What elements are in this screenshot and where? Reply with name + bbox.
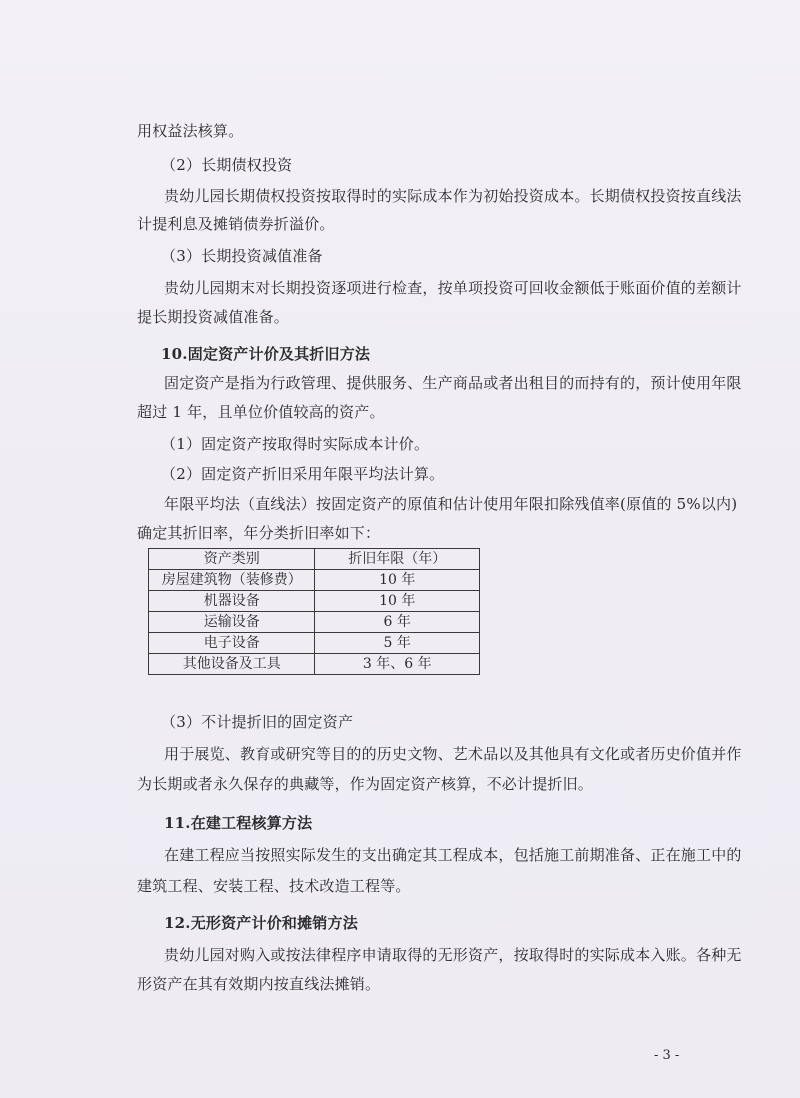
- table-cell: 10 年: [315, 591, 480, 612]
- paragraph-text: 贵幼儿园对购入或按法律程序申请取得的无形资产，按取得时的实际成本入账。各种无: [164, 946, 742, 964]
- paragraph-text: 年限平均法（直线法）按固定资产的原值和估计使用年限扣除残值率(原值的 5%以内): [164, 495, 738, 513]
- paragraph-text: 贵幼儿园期末对长期投资逐项进行检查，按单项投资可回收金额低于账面价值的差额计: [164, 279, 742, 297]
- table-row: [149, 654, 480, 675]
- section-heading: 10.固定资产计价及其折旧方法: [161, 345, 371, 363]
- section-heading: 12.无形资产计价和摊销方法: [164, 914, 358, 932]
- table-cell: 电子设备: [149, 633, 315, 654]
- table-cell: 机器设备: [149, 591, 315, 612]
- subsection-heading: （3）不计提折旧的固定资产: [161, 713, 354, 731]
- table-header-cell: 折旧年限（年）: [315, 549, 480, 570]
- paragraph-text: 贵幼儿园长期债权投资按取得时的实际成本作为初始投资成本。长期债权投资按直线法: [164, 187, 742, 205]
- subsection-heading: （2）长期债权投资: [161, 156, 293, 174]
- paragraph-text: （2）固定资产折旧采用年限平均法计算。: [161, 465, 445, 483]
- paragraph-text: 提长期投资减值准备。: [137, 308, 290, 326]
- table-row: [149, 612, 480, 633]
- table-header-row: [149, 549, 480, 570]
- table-cell: 其他设备及工具: [149, 654, 315, 675]
- paragraph-text: 形资产在其有效期内按直线法摊销。: [137, 975, 381, 993]
- table-cell: 运输设备: [149, 612, 315, 633]
- table-row: [149, 570, 480, 591]
- paragraph-text: 用于展览、教育或研究等目的的历史文物、艺术品以及其他具有文化或者历史价值并作: [164, 745, 742, 763]
- paragraph-text: 为长期或者永久保存的典藏等，作为固定资产核算，不必计提折旧。: [137, 775, 594, 793]
- paragraph-text: 建筑工程、安装工程、技术改造工程等。: [137, 877, 411, 895]
- table-cell: 5 年: [315, 633, 480, 654]
- page-number: - 3 -: [654, 1048, 680, 1063]
- table-header-cell: 资产类别: [149, 549, 315, 570]
- paragraph-text: 在建工程应当按照实际发生的支出确定其工程成本，包括施工前期准备、正在施工中的: [164, 846, 742, 864]
- table-cell: 3 年、6 年: [315, 654, 480, 675]
- table-row: [149, 591, 480, 612]
- paragraph-text: 用权益法核算。: [137, 122, 244, 140]
- table-row: [149, 633, 480, 654]
- paragraph-text: 确定其折旧率，年分类折旧率如下：: [137, 524, 381, 542]
- table-cell: 10 年: [315, 570, 480, 591]
- depreciation-table: [148, 548, 480, 675]
- section-heading: 11.在建工程核算方法: [164, 814, 313, 832]
- paragraph-text: 计提利息及摊销债券折溢价。: [137, 215, 335, 233]
- paragraph-text: 超过 1 年，且单位价值较高的资产。: [137, 403, 385, 421]
- paragraph-text: 固定资产是指为行政管理、提供服务、生产商品或者出租目的而持有的，预计使用年限: [164, 374, 742, 392]
- table-cell: 6 年: [315, 612, 480, 633]
- subsection-heading: （3）长期投资减值准备: [161, 247, 323, 265]
- table-cell: 房屋建筑物（装修费）: [149, 570, 315, 591]
- paragraph-text: （1）固定资产按取得时实际成本计价。: [161, 435, 430, 453]
